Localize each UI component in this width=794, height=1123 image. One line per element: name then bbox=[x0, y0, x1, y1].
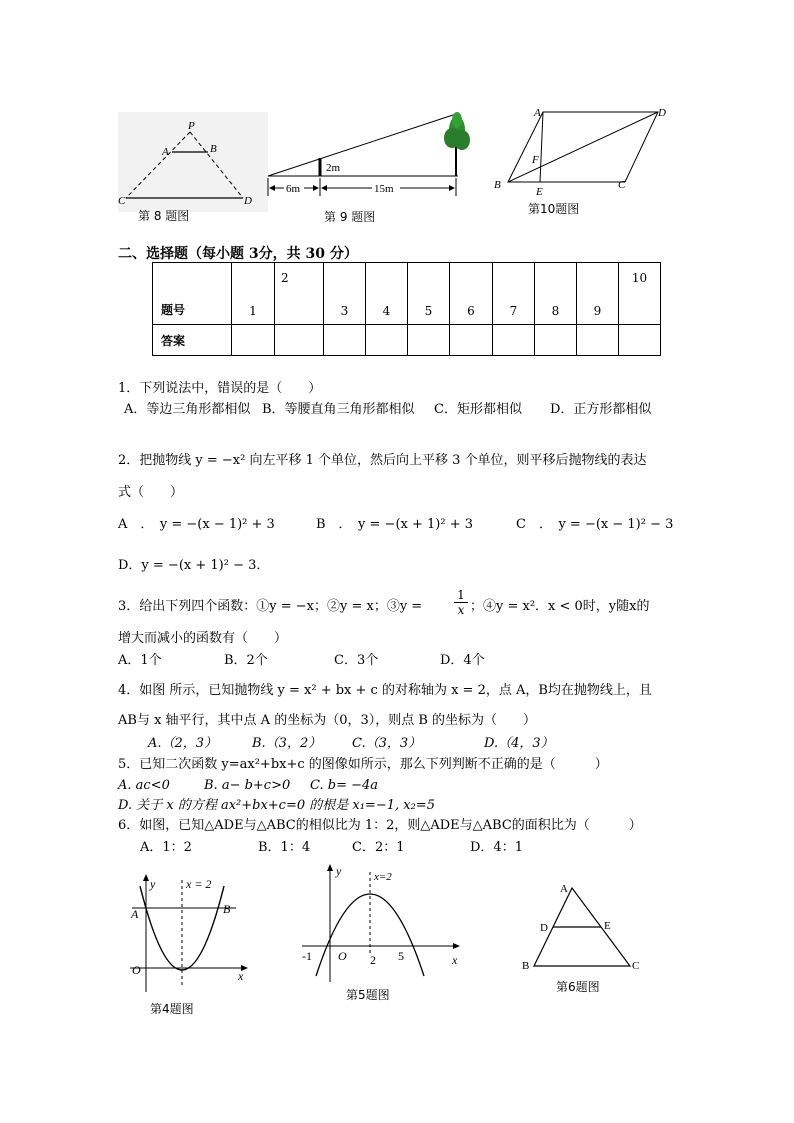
fig10-label-C: C bbox=[618, 179, 626, 191]
section-title: 二、选择题（每小题 3分，共 30 分） bbox=[118, 246, 358, 262]
fig6-label-A: A bbox=[560, 883, 568, 895]
figure-4-caption: 第4题图 bbox=[150, 1002, 194, 1016]
tree-icon bbox=[444, 112, 470, 150]
table-number: 4 bbox=[366, 263, 408, 325]
fig5-tick-label: 2 bbox=[370, 953, 376, 967]
q3-fraction-numerator: 1 bbox=[457, 588, 465, 602]
q1-stem: 1．下列说法中，错误的是（ ） bbox=[118, 381, 322, 396]
fig4-label-B: B bbox=[223, 902, 231, 916]
fig8-label-D: D bbox=[244, 195, 252, 207]
q1-option-c: C．矩形都相似 bbox=[434, 402, 522, 417]
fig8-label-P: P bbox=[188, 120, 195, 132]
fig5-label-O: O bbox=[338, 949, 347, 963]
q3-option-d: D．4个 bbox=[440, 653, 485, 668]
table-number: 1 bbox=[232, 263, 275, 325]
fig9-dist1: 6m bbox=[286, 183, 301, 195]
answer-cell[interactable] bbox=[324, 325, 366, 356]
fig6-label-D: D bbox=[540, 922, 548, 934]
answer-cell[interactable] bbox=[493, 325, 535, 356]
q6-stem: 6．如图，已知△ADE与△ABC的相似比为 1：2，则△ADE与△ABC的面积比为（ ） bbox=[118, 818, 642, 833]
answer-cell[interactable] bbox=[535, 325, 577, 356]
q4-option-c: C.（3，3） bbox=[352, 736, 422, 751]
q2-stem-line2: 式（ ） bbox=[118, 485, 184, 500]
figure-6-caption: 第6题图 bbox=[556, 980, 600, 994]
q6-option-c: C．2：1 bbox=[352, 840, 405, 855]
q5-option-c: C. b= −4a bbox=[310, 778, 379, 793]
figure-4-drawing bbox=[126, 870, 256, 996]
fig5-tick-label: -1 bbox=[302, 949, 312, 963]
fig10-label-E: E bbox=[536, 186, 543, 198]
figure-10-caption: 第10题图 bbox=[528, 202, 580, 216]
q3-stem-line1a: 3．给出下列四个函数：①y = −x；②y = x；③y = bbox=[118, 599, 423, 614]
figure-6 bbox=[516, 880, 656, 1000]
fig9-pole-label: 2m bbox=[326, 162, 341, 174]
q5-option-d: D. 关于 x 的方程 ax²+bx+c=0 的根是 x₁=−1, x₂=5 bbox=[118, 798, 435, 813]
fig10-label-A: A bbox=[534, 107, 541, 119]
fig8-label-C: C bbox=[118, 195, 126, 207]
q2-option-a: A ． y = −(x − 1)² + 3 bbox=[118, 517, 275, 532]
q4-option-d: D.（4，3） bbox=[484, 736, 554, 751]
figure-10 bbox=[490, 104, 680, 222]
q3-option-a: A．1个 bbox=[118, 653, 162, 668]
fig6-label-B: B bbox=[522, 960, 530, 972]
table-number: 9 bbox=[577, 263, 619, 325]
answer-cell[interactable] bbox=[577, 325, 619, 356]
table-number: 8 bbox=[535, 263, 577, 325]
q6-option-b: B．1：4 bbox=[258, 840, 311, 855]
q6-option-a: A．1：2 bbox=[140, 840, 192, 855]
q3-fraction bbox=[454, 588, 468, 617]
q4-option-a: A.（2，3） bbox=[148, 736, 218, 751]
figure-10-drawing bbox=[490, 104, 680, 200]
table-number: 7 bbox=[493, 263, 535, 325]
fig10-label-F: F bbox=[532, 154, 539, 166]
table-number: 3 bbox=[324, 263, 366, 325]
fig5-axis-label: x=2 bbox=[374, 871, 392, 883]
table-number: 10 bbox=[619, 263, 661, 325]
figure-4 bbox=[126, 870, 256, 1020]
answer-cell[interactable] bbox=[408, 325, 450, 356]
figure-8 bbox=[118, 112, 268, 222]
answer-cell[interactable] bbox=[366, 325, 408, 356]
fig5-label-x: x bbox=[452, 953, 458, 967]
q1-option-b: B．等腰直角三角形都相似 bbox=[262, 402, 415, 417]
q2-option-b: B ． y = −(x + 1)² + 3 bbox=[316, 517, 473, 532]
fig9-dist2: 15m bbox=[374, 183, 394, 195]
answer-cell[interactable] bbox=[275, 325, 324, 356]
q3-fraction-denominator: x bbox=[454, 602, 468, 617]
answer-cell[interactable] bbox=[450, 325, 493, 356]
figure-6-drawing bbox=[516, 880, 656, 974]
q4-stem-line1: 4．如图 所示，已知抛物线 y = x² + bx + c 的对称轴为 x = 2，点 A，B均在抛物线上，且 bbox=[118, 683, 652, 698]
fig4-label-x: x bbox=[238, 969, 244, 983]
q5-stem: 5．已知二次函数 y=ax²+bx+c 的图像如所示，那么下列判断不正确的是（ ） bbox=[118, 757, 608, 772]
fig6-label-C: C bbox=[632, 960, 640, 972]
q2-option-c: C ． y = −(x − 1)² − 3 bbox=[516, 517, 674, 532]
figure-5-drawing bbox=[298, 860, 468, 984]
figure-9-caption: 第 9 题图 bbox=[324, 210, 376, 224]
answer-cell[interactable] bbox=[232, 325, 275, 356]
figure-9 bbox=[262, 108, 482, 226]
table-number: 6 bbox=[450, 263, 493, 325]
q3-option-b: B．2个 bbox=[224, 653, 268, 668]
fig4-label-y: y bbox=[150, 877, 156, 891]
q5-option-b: B. a− b+c>0 bbox=[204, 778, 291, 793]
q3-option-c: C．3个 bbox=[334, 653, 379, 668]
table-number: 2 bbox=[275, 263, 324, 325]
figure-5-caption: 第5题图 bbox=[346, 988, 390, 1002]
fig4-label-O: O bbox=[132, 963, 141, 977]
figure-8-caption: 第 8 题图 bbox=[138, 209, 190, 223]
table-label-question-number: 题号 bbox=[153, 263, 232, 325]
figure-9-drawing bbox=[262, 108, 482, 208]
answer-cell[interactable] bbox=[619, 325, 661, 356]
fig8-label-B: B bbox=[210, 143, 217, 155]
figure-5 bbox=[298, 860, 468, 1008]
q3-stem-line2: 增大而减小的函数有（ ） bbox=[118, 631, 288, 646]
fig4-label-A: A bbox=[131, 907, 139, 921]
fig10-label-B: B bbox=[494, 179, 501, 191]
q4-option-b: B.（3，2） bbox=[252, 736, 322, 751]
fig5-tick-label: 5 bbox=[398, 949, 404, 963]
fig6-label-E: E bbox=[604, 920, 611, 932]
q2-option-d: D．y = −(x + 1)² − 3． bbox=[118, 558, 270, 573]
fig10-label-D: D bbox=[658, 107, 666, 119]
q2-stem-line1: 2．把抛物线 y = −x² 向左平移 1 个单位，然后向上平移 3 个单位，则平移后抛物线的表达 bbox=[118, 453, 647, 468]
q4-stem-line2: AB与 x 轴平行，其中点 A 的坐标为（0，3），则点 B 的坐标为（ ） bbox=[118, 713, 537, 728]
figure-8-drawing bbox=[118, 112, 268, 212]
q1-option-d: D．正方形都相似 bbox=[550, 402, 652, 417]
fig5-label-y: y bbox=[336, 864, 342, 878]
q6-option-d: D．4：1 bbox=[470, 840, 523, 855]
answer-table bbox=[152, 262, 661, 356]
q3-stem-line1b: ；④y = x²．x < 0时，y随x的 bbox=[470, 599, 650, 614]
table-label-answer: 答案 bbox=[153, 325, 232, 356]
q1-option-a: A．等边三角形都相似 bbox=[124, 402, 251, 417]
table-number: 5 bbox=[408, 263, 450, 325]
q5-option-a: A. ac<0 bbox=[118, 778, 170, 793]
fig8-label-A: A bbox=[162, 146, 169, 158]
fig4-axis-label: x = 2 bbox=[186, 877, 212, 891]
